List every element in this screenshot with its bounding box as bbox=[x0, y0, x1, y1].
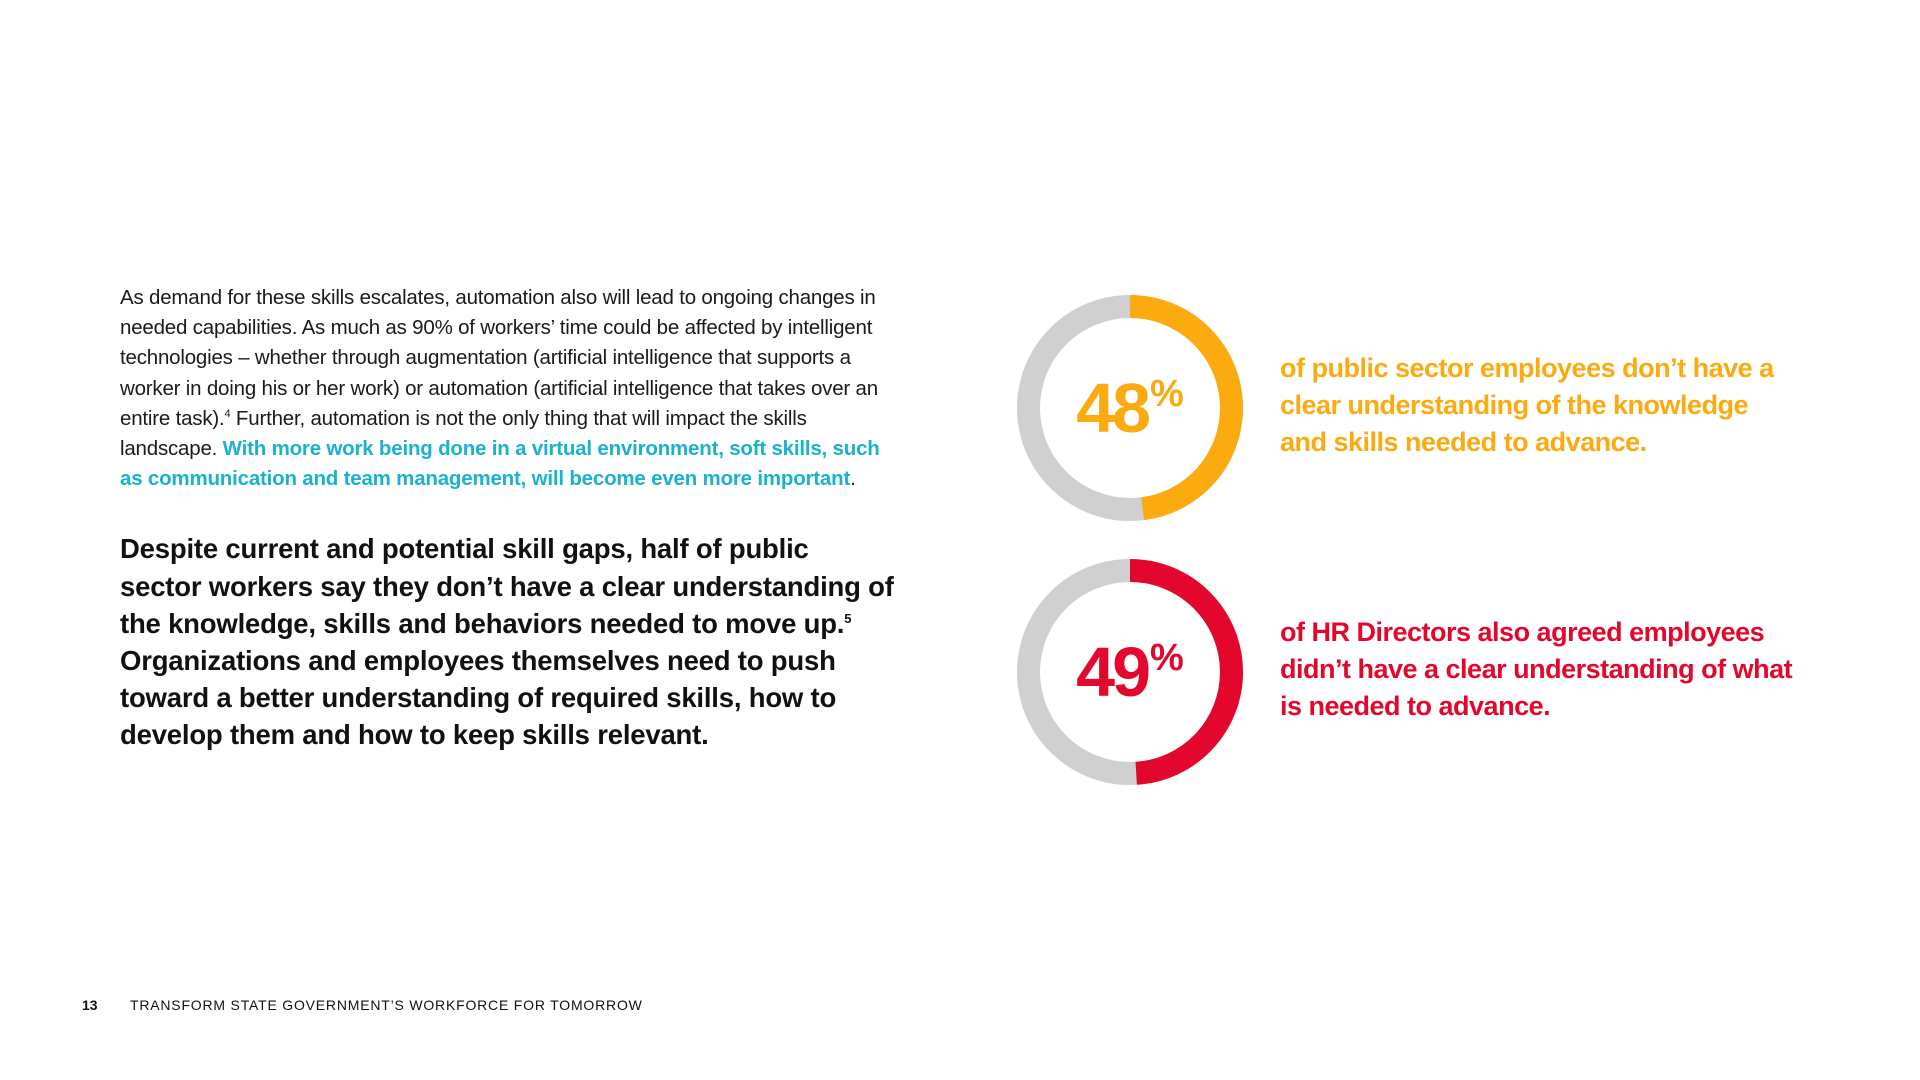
body-paragraph bbox=[120, 283, 895, 494]
footer-title: TRANSFORM STATE GOVERNMENT’S WORKFORCE FOR TOMORROW bbox=[130, 997, 643, 1013]
bold-text-part1: Despite current and potential skill gaps, half of public sector workers say they don’t have a clear understanding of the knowledge, skills and behaviors needed to move up. bbox=[120, 533, 894, 639]
stat-block-public-sector bbox=[1015, 293, 1895, 523]
stat-number-48 bbox=[1015, 293, 1245, 523]
left-column bbox=[120, 283, 895, 754]
stat-description: of public sector employees don’t have a clear understanding of the knowledge and skills needed to advance. bbox=[1280, 353, 1774, 457]
footnote-ref-5: 5 bbox=[844, 610, 852, 626]
percent-sign: % bbox=[1150, 637, 1184, 679]
percent-sign: % bbox=[1150, 373, 1184, 415]
body-text-end: . bbox=[850, 467, 856, 491]
bold-text-part2: Organizations and employees themselves need to push toward a better understanding of required skills, how to develop them and how to keep skills relevant. bbox=[120, 645, 837, 751]
footnote-ref-4: 4 bbox=[224, 407, 231, 420]
stat-value: 49 bbox=[1076, 633, 1149, 711]
stat-description: of HR Directors also agreed employees didn’t have a clear understanding of what is needed to advance. bbox=[1280, 617, 1793, 721]
body-text-part1: As demand for these skills escalates, automation also will lead to ongoing changes in needed capabilities. As much as 90% of workers’ time could be affected by intelligent technologies – whether through augmentation (artificial intelligence that supports a worker in doing his or her work) or automation (artificial intelligence that takes over an entire task). bbox=[120, 286, 878, 430]
highlighted-text: With more work being done in a virtual environment, soft skills, such as communication and team management, will become even more important bbox=[120, 437, 880, 491]
stat-number-49 bbox=[1015, 557, 1245, 787]
page-footer bbox=[82, 996, 643, 1014]
stat-block-hr-directors bbox=[1015, 557, 1895, 787]
body-text-part2: Further, automation is not the only thing that will impact the skills landscape. bbox=[120, 406, 807, 461]
page-number: 13 bbox=[82, 997, 98, 1013]
stat-value: 48 bbox=[1076, 369, 1149, 447]
bold-paragraph bbox=[120, 530, 895, 753]
